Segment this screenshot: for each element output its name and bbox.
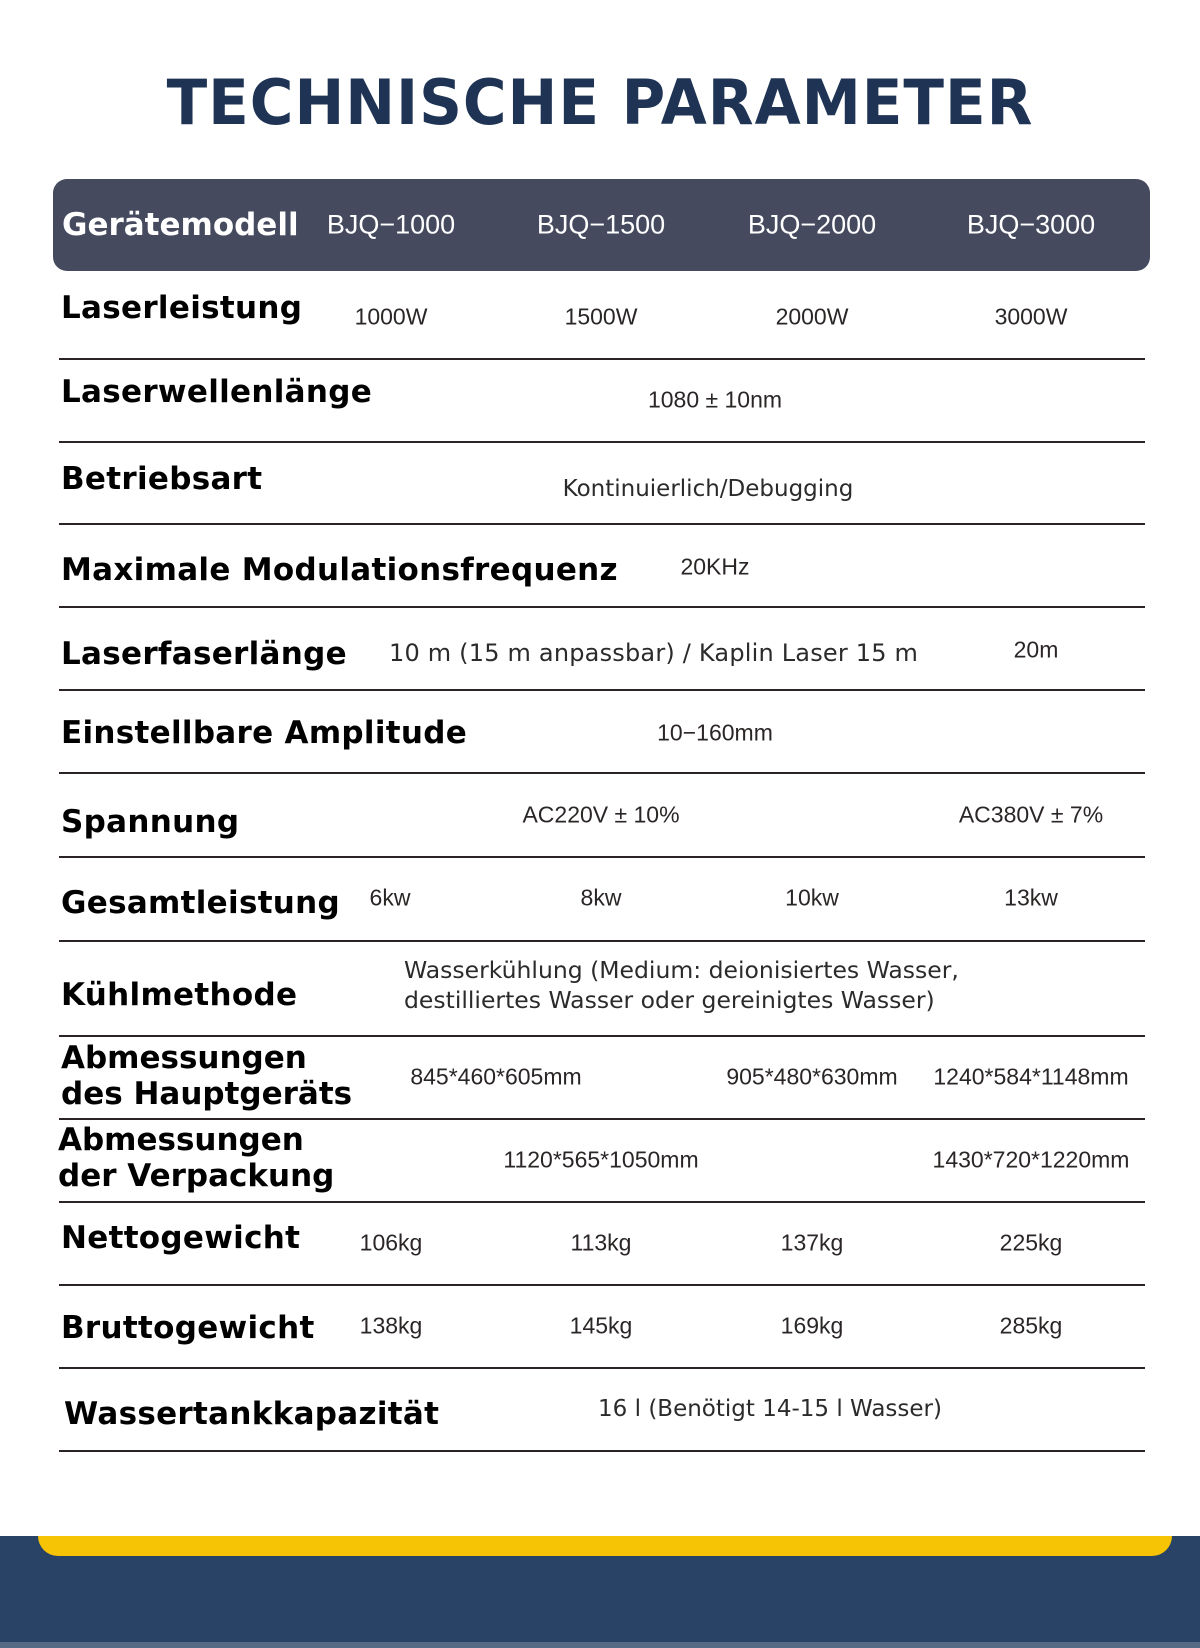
cell-value: 10kw [785,884,839,911]
cell-value: 845*460*605mm [410,1063,582,1090]
row-label-betriebsart: Betriebsart [61,461,263,497]
row-divider [59,606,1145,608]
label-line: Abmessungen [58,1122,304,1158]
cell-value: 138kg [359,1312,423,1339]
row-label-wellenlaenge: Laserwellenlänge [61,374,373,410]
row-divider [59,689,1145,691]
cell-value: 1240*584*1148mm [933,1063,1129,1090]
page-title: TECHNISCHE PARAMETER [166,66,1034,139]
row-label-amplitude: Einstellbare Amplitude [61,715,468,751]
row-label-modulation: Maximale Modulationsfrequenz [61,552,618,588]
row-divider [59,1367,1145,1369]
cell-value: 20KHz [680,553,750,580]
row-divider [59,358,1145,360]
row-label-spannung: Spannung [61,804,240,840]
cell-value: 16 l (Benötigt 14-15 l Wasser) [598,1396,942,1422]
row-label-gesamtleistung: Gesamtleistung [61,885,341,921]
cell-value: 1120*565*1050mm [503,1146,699,1173]
row-divider [59,856,1145,858]
cell-value: 6kw [369,884,411,911]
row-divider [59,441,1145,443]
cell-value: 145kg [569,1312,633,1339]
cell-value: 905*480*630mm [726,1063,898,1090]
cell-value: 20m [1013,636,1059,663]
model-bjq-1000: BJQ−1000 [326,209,456,240]
row-divider [59,1284,1145,1286]
row-divider [59,1035,1145,1037]
cell-value: 1080 ± 10nm [647,386,783,413]
cell-value: 225kg [999,1229,1063,1256]
cell-value: 3000W [994,303,1068,330]
row-divider [59,1201,1145,1203]
model-bjq-1500: BJQ−1500 [536,209,666,240]
cell-value: 137kg [780,1229,844,1256]
row-label-brutto: Bruttogewicht [61,1310,315,1346]
row-label-netto: Nettogewicht [61,1220,301,1256]
cell-value: Kontinuierlich/Debugging [562,476,854,502]
cell-value: AC380V ± 7% [958,801,1104,828]
cell-value: 1500W [564,303,638,330]
row-divider [59,772,1145,774]
cell-value: 113kg [570,1229,632,1256]
label-line: der Verpackung [58,1158,335,1194]
row-label-wassertank: Wassertankkapazität [64,1396,440,1432]
row-divider [59,940,1145,942]
cell-value: 13kw [1004,884,1058,911]
cell-value: 1000W [354,303,428,330]
cell-value: 10 m (15 m anpassbar) / Kaplin Laser 15 m [389,639,919,667]
footer-strip [0,1642,1200,1648]
label-line: Abmessungen [61,1040,307,1076]
cell-line: destilliertes Wasser oder gereinigtes Wasser) [404,986,935,1014]
model-bjq-2000: BJQ−2000 [747,209,877,240]
label-line: des Hauptgeräts [61,1076,353,1112]
cell-value-multiline [404,955,959,1015]
row-label-abm-haupt [61,1040,352,1112]
row-divider [59,1118,1145,1120]
cell-value: 285kg [999,1312,1063,1339]
cell-value: 169kg [780,1312,844,1339]
cell-value: 106kg [359,1229,423,1256]
row-label-kuehlmethode: Kühlmethode [61,977,298,1013]
row-divider [59,1450,1145,1452]
row-label-faserlaenge: Laserfaserlänge [61,636,347,672]
cell-value: 1430*720*1220mm [932,1146,1130,1173]
row-label-laserleistung: Laserleistung [61,290,303,326]
row-label-abm-verpackung [58,1122,334,1194]
cell-value: 8kw [580,884,622,911]
cell-value: AC220V ± 10% [522,801,680,828]
cell-line: Wasserkühlung (Medium: deionisiertes Wasser, [404,956,959,984]
cell-value: 2000W [775,303,849,330]
model-bjq-3000: BJQ−3000 [966,209,1096,240]
footer-accent-bar [38,1536,1172,1556]
cell-value: 10−160mm [657,719,773,746]
header-label: Gerätemodell [62,207,299,243]
row-divider [59,523,1145,525]
